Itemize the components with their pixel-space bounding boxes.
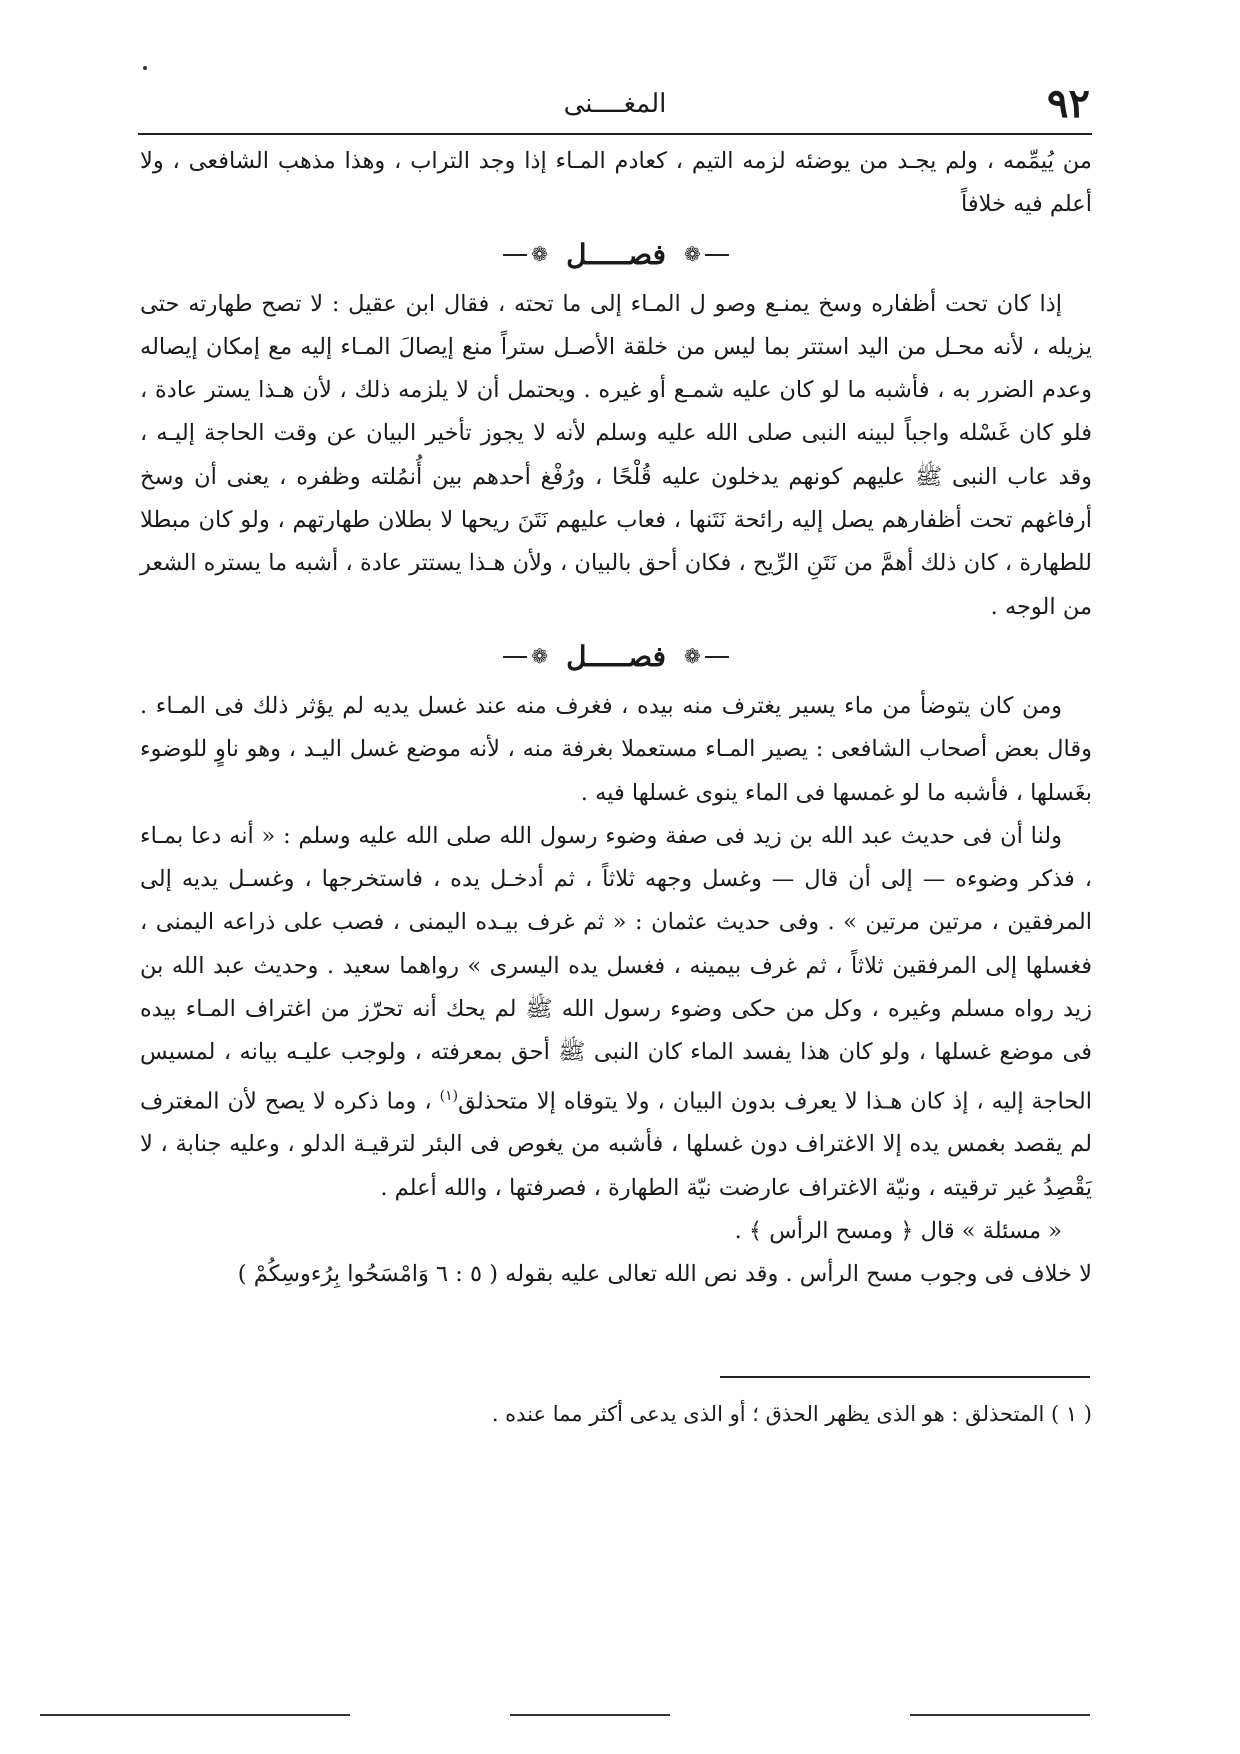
scan-artifact-line xyxy=(910,1714,1090,1716)
right-ornament-icon: ❁ xyxy=(503,233,548,276)
paragraph-1: من يُيمِّمه ، ولم يجـد من يوضئه لزمه التيم ، كعادم المـاء إذا وجد التراب ، وهذا مذهب الشافعى ، ولا أعلم فيه خلافاً xyxy=(140,148,1092,218)
scan-dot xyxy=(143,66,147,70)
right-ornament-icon: ❁ xyxy=(503,635,548,678)
footnote-rule xyxy=(720,1376,1090,1378)
left-ornament-icon: ❁ xyxy=(684,635,729,678)
paragraph-2: إذا كان تحت أظفاره وسخ يمنـع وصو ل المـاء إلى ما تحته ، فقال ابن عقيل : لا تصح طهارته حتى يزيله ، لأنه محـل من اليد استتر بما ليس من خلقة الأصـل ستراً منع إيصالَ المـاء إليه مع إمكان إيصاله وعدم الضرر به ، فأشبه ما لو كان عليه شمـع أو غيره . ويحتمل أن لا يلزمه ذلك ، لأن هـذا يستر عادة ، فلو كان غَسْله واجباً لبينه النبى صلى الله عليه وسلم لأنه لا يجوز تأخير البيان عن وقت الحاجة إليـه ، وقد عاب النبى ﷺ عليهم كونهم يدخلون عليه قُلْحًا ، ورُفْغ أحدهم بين أُنمُلته وظفره ، يعنى أن وسخ أرفاغهم تحت أظفارهم يصل إليه رائحة نَتَنها ، فعاب عليهم نَتَنَ ريحها لا بطلان طهارتهم ، ولو كان مبطلا للطهارة ، كان ذلك أهمَّ من نَتَنِ الرِّيح ، فكان أحق بالبيان ، ولأن هـذا يستتر عادة ، أشبه ما يستره الشعر من الوجه . xyxy=(140,290,1092,620)
paragraph-5: « مسئلة » قال ﴿ ومسح الرأس ﴾ . xyxy=(734,1218,1062,1245)
paragraph-3: ومن كان يتوضأ من ماء يسير يغترف منه بيده ، فغرف منه عند غسل يديه لم يؤثر ذلك فى المـاء . وقال بعض أصحاب الشافعى : يصير المـاء مستعملا بغرفة منه ، لأنه موضع غسل اليـد ، وهو ناوٍ للوضوء بغَسلها ، فأشبه ما لو غمسها فى الماء ينوى غسلها فيه . xyxy=(140,692,1092,806)
section-heading-1 xyxy=(140,227,1092,283)
scan-artifact-line xyxy=(40,1714,350,1716)
page-header xyxy=(140,80,1090,130)
section-heading-2 xyxy=(140,629,1092,685)
scan-artifact-line xyxy=(510,1714,670,1716)
paragraph-4 xyxy=(140,815,1092,1210)
running-title: المغــــنى xyxy=(563,89,667,119)
paragraph-6: لا خلاف فى وجوب مسح الرأس . وقد نص الله تعالى عليه بقوله ( ٥ : ٦ وَامْسَحُوا بِرُءوسِكُمْ ) xyxy=(237,1261,1092,1288)
section-heading-label: فصـــــل xyxy=(566,640,666,674)
footnote-reference: (١) xyxy=(439,1087,459,1104)
page-number: ٩٢ xyxy=(1047,80,1090,127)
header-rule xyxy=(138,133,1092,135)
left-ornament-icon: ❁ xyxy=(684,233,729,276)
footnote: ( ١ ) المتحذلق : هو الذى يظهر الحذق ؛ أو الذى يدعى أكثر مما عنده . xyxy=(491,1402,1092,1426)
paragraph-4-text: ولنا أن فى حديث عبد الله بن زيد فى صفة وضوء رسول الله صلى الله عليه وسلم : « أنه دعا بمـاء ، فذكر وضوءه — إلى أن قال — وغسل وجهه ثلاثاً ، ثم أدخـل يده ، فاستخرجها ، وغسـل يديه إلى المرفقين ، مرتين مرتين » . وفى حديث عثمان : « ثم غرف بيـده اليمنى ، فصب على ذراعه اليمنى ، فغسلها إلى المرفقين ثلاثاً ، ثم غرف بيمينه ، فغسل يده اليسرى » رواهما سعيد . وحديث عبد الله بن زيد رواه مسلم وغيره ، وكل من حكى وضوء رسول الله ﷺ لم يحك أنه تحرّز من اغتراف المـاء بيده فى موضع غسلها ، ولو كان هذا يفسد الماء كان النبى ﷺ أحق بمعرفته ، ولوجب عليـه بيانه ، لمسيس الحاجة إليه ، إذ كان هـذا لا يعرف بدون البيان ، ولا يتوقاه إلا متحذلق xyxy=(140,822,1092,1115)
main-text xyxy=(140,140,1092,1297)
paragraph-4-tail: ، وما ذكره لا يصح لأن المغترف لم يقصد بغمس يده إلا الاغتراف دون غسلها ، فأشبه من يغوص فى البئر لترقيـة الدلو ، وعليه جنابة ، لا يَقْصِدُ غير ترقيته ، ونيّة الاغتراف عارضت نيّة الطهارة ، فصرفتها ، والله أعلم . xyxy=(140,1088,1092,1201)
section-heading-label: فصـــــل xyxy=(566,237,666,271)
